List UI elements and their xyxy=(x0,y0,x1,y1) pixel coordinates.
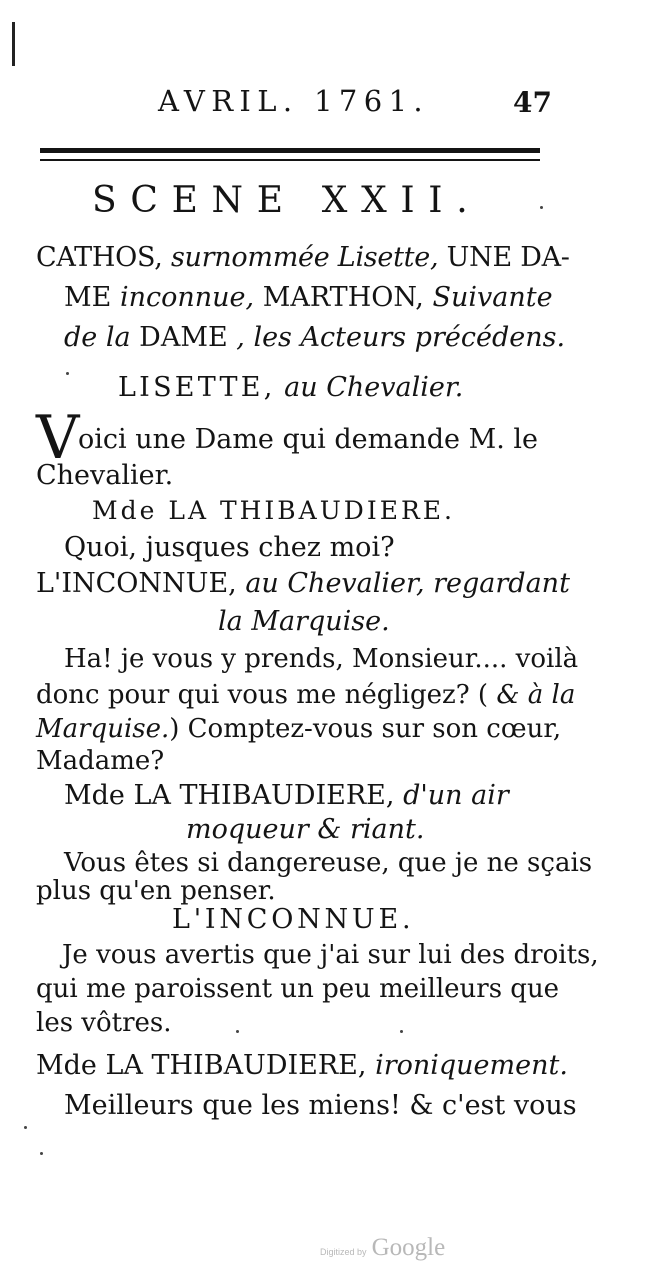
speaker-thibaudiere: Mde LA THIBAUDIERE. xyxy=(92,496,455,525)
dialogue-line: Madame? xyxy=(36,746,165,776)
dialogue-line: Quoi, jusques chez moi? xyxy=(64,532,395,563)
dialogue-line: les vôtres. xyxy=(36,1008,172,1038)
speaker-thibaudiere xyxy=(64,780,509,811)
stage-direction: Marquise. xyxy=(36,714,170,744)
speaker-name: L'INCONNUE, xyxy=(36,568,237,599)
dialogue-line xyxy=(36,714,561,744)
cast-suivante: Suivante xyxy=(432,282,553,313)
cast-cathos: CATHOS, xyxy=(36,242,163,273)
cast-acteurs: , les Acteurs précédens. xyxy=(236,322,566,353)
dialogue-line: Vous êtes si dangereuse, que je ne sçais xyxy=(64,848,593,878)
dialogue-line: qui me paroissent un peu meilleurs que xyxy=(36,974,560,1004)
dialogue-line xyxy=(36,680,575,710)
cast-dame: DAME xyxy=(139,322,228,353)
scene-title: SCENE XXII. xyxy=(92,180,482,221)
dialogue-line: oici une Dame qui demande M. le xyxy=(78,424,538,455)
header-rule-thin xyxy=(40,159,540,161)
cast-lisette-note: surnommée Lisette, xyxy=(170,242,439,273)
stage-direction: au Chevalier. xyxy=(284,372,464,403)
cast-de-la: de la xyxy=(64,322,131,353)
gutter-mark xyxy=(12,22,15,66)
google-logo-text: Google xyxy=(371,1234,446,1261)
speaker-thibaudiere xyxy=(36,1050,568,1081)
dialogue-line: Meilleurs que les miens! & c'est vous xyxy=(64,1090,577,1121)
stage-direction: moqueur & riant. xyxy=(186,814,425,845)
dialogue-line: Je vous avertis que j'ai sur lui des droits, xyxy=(62,940,599,970)
speaker-name: Mde LA THIBAUDIERE, xyxy=(64,780,395,811)
dialogue-text: ) Comptez-vous sur son cœur, xyxy=(169,714,562,744)
stage-direction: d'un air xyxy=(403,780,509,811)
cast-marthon: MARTHON, xyxy=(262,282,424,313)
cast-line-1 xyxy=(36,242,570,273)
digitized-text: Digitized by xyxy=(320,1247,367,1257)
stage-direction: la Marquise. xyxy=(218,606,390,637)
cast-me: ME xyxy=(64,282,112,313)
dialogue-line: plus qu'en penser. xyxy=(36,876,276,906)
stage-direction: au Chevalier, regardant xyxy=(245,568,570,599)
speaker-inconnue: L'INCONNUE. xyxy=(172,904,415,935)
dialogue-line: Chevalier. xyxy=(36,460,174,491)
dialogue-line: Ha! je vous y prends, Monsieur.... voilà xyxy=(64,644,579,674)
drop-initial: V xyxy=(36,403,80,473)
speaker-lisette xyxy=(118,372,463,403)
dialogue-text: donc pour qui vous me négligez? ( xyxy=(36,680,489,710)
digitized-by-label xyxy=(320,1234,445,1262)
stage-direction: & à la xyxy=(496,680,576,710)
cast-inconnue: inconnue, xyxy=(119,282,255,313)
speaker-name: Mde LA THIBAUDIERE, xyxy=(36,1050,367,1081)
page-number: 47 xyxy=(513,86,552,119)
speaker-inconnue xyxy=(36,568,570,599)
cast-line-2 xyxy=(64,282,553,313)
cast-une-dame: UNE DA- xyxy=(446,242,570,273)
running-title: AVRIL. 1761. xyxy=(158,84,430,118)
header-rule-thick xyxy=(40,148,540,153)
cast-line-3 xyxy=(64,322,565,353)
speaker-name: LISETTE, xyxy=(118,372,276,403)
stage-direction: ironiquement. xyxy=(375,1050,568,1081)
